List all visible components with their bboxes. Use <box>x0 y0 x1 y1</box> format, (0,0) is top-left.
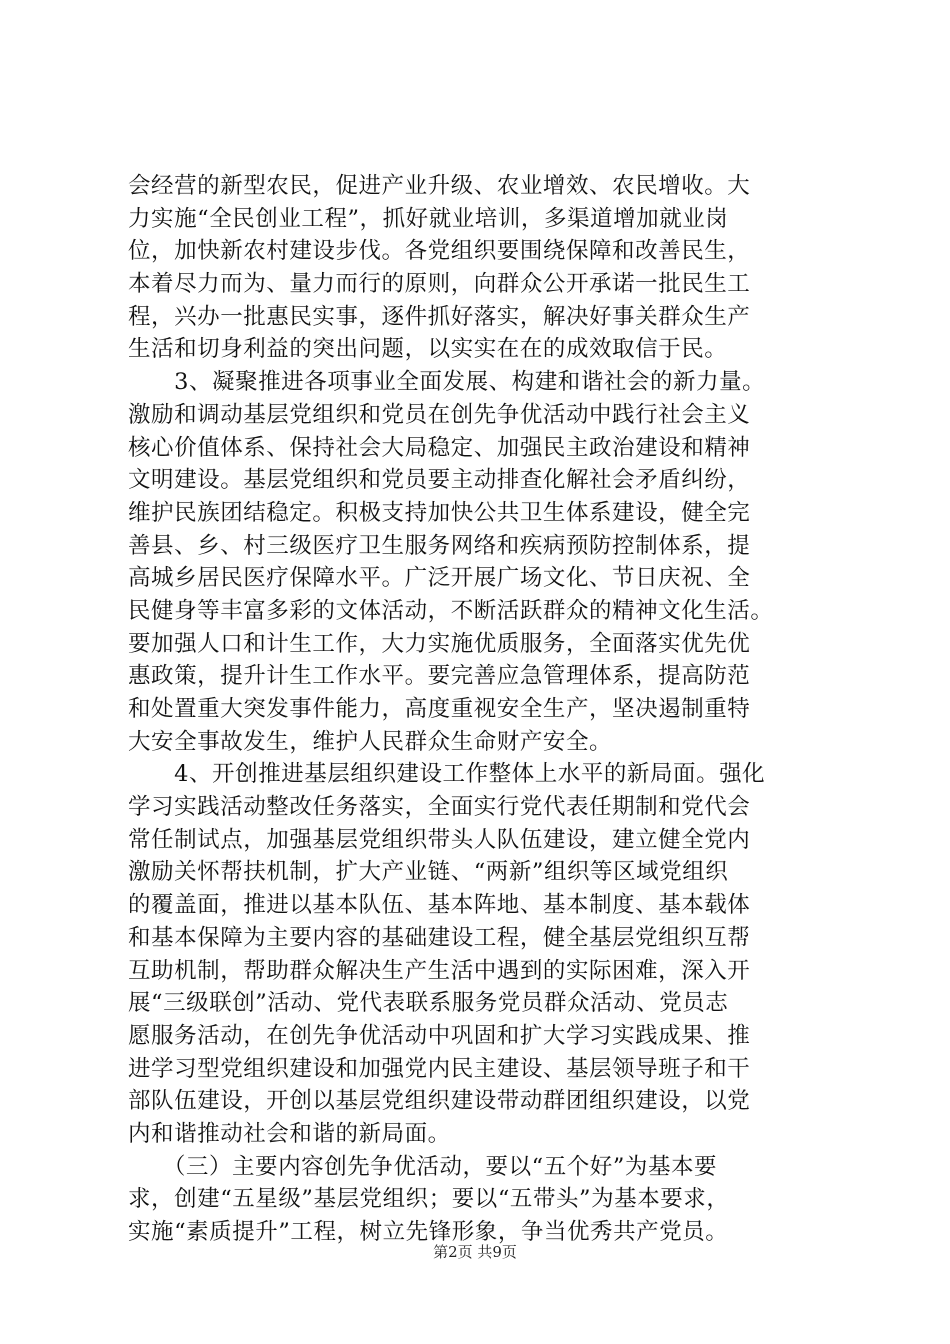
text-line: 惠政策，提升计生工作水平。要完善应急管理体系，提高防范 <box>128 663 751 690</box>
text-line: 常任制试点，加强基层党组织带头人队伍建设，建立健全党内 <box>128 826 751 853</box>
text-line: 力实施“全民创业工程”，抓好就业培训，多渠道增加就业岗 <box>128 205 729 232</box>
text-line: 维护民族团结稳定。积极支持加快公共卫生体系建设，健全完 <box>128 499 751 526</box>
text-line: 实施“素质提升”工程，树立先锋形象，争当优秀共产党员。 <box>128 1219 729 1245</box>
text-line: 善县、乡、村三级医疗卫生服务网络和疾病预防控制体系，提 <box>128 532 751 559</box>
text-line: 高城乡居民医疗保障水平。广泛开展广场文化、节日庆祝、全 <box>128 565 751 592</box>
text-line: 部队伍建设，开创以基层党组织建设带动群团组织建设，以党 <box>128 1088 751 1115</box>
text-line: 文明建设。基层党组织和党员要主动排查化解社会矛盾纠纷， <box>128 467 751 494</box>
text-line: 展“三级联创”活动、党代表联系服务党员群众活动、党员志 <box>128 990 729 1017</box>
page-footer: 第2页 共9页 <box>433 1243 517 1261</box>
text-line: （三）主要内容创先争优活动，要以“五个好”为基本要 <box>128 1153 718 1180</box>
text-line: 3、凝聚推进各项事业全面发展、构建和谐社会的新力量。 <box>128 369 766 396</box>
text-line: 核心价值体系、保持社会大局稳定、加强民主政治建设和精神 <box>128 434 751 461</box>
text-line: 激励关怀帮扶机制，扩大产业链、“两新”组织等区域党组织 <box>128 859 729 886</box>
document-body <box>128 170 838 1249</box>
text-line: 要加强人口和计生工作，大力实施优质服务，全面落实优先优 <box>128 630 751 657</box>
text-line: 进学习型党组织建设和加强党内民主建设、基层领导班子和干 <box>128 1055 751 1082</box>
text-line: 位，加快新农村建设步伐。各党组织要围绕保障和改善民生， <box>128 238 751 265</box>
text-line: 和基本保障为主要内容的基础建设工程，健全基层党组织互帮 <box>128 924 751 951</box>
text-line: 程，兴办一批惠民实事，逐件抓好落实，解决好事关群众生产 <box>128 303 751 330</box>
text-line: 的覆盖面，推进以基本队伍、基本阵地、基本制度、基本载体 <box>128 892 751 919</box>
text-line: 大安全事故发生，维护人民群众生命财产安全。 <box>128 728 613 755</box>
text-line: 学习实践活动整改任务落实，全面实行党代表任期制和党代会 <box>128 794 751 821</box>
text-line: 4、开创推进基层组织建设工作整体上水平的新局面。强化 <box>128 761 766 788</box>
text-line: 内和谐推动社会和谐的新局面。 <box>128 1120 451 1147</box>
text-line: 求，创建“五星级”基层党组织；要以“五带头”为基本要求， <box>128 1186 730 1213</box>
text-line: 和处置重大突发事件能力，高度重视安全生产，坚决遏制重特 <box>128 696 751 722</box>
text-line: 民健身等丰富多彩的文体活动，不断活跃群众的精神文化生活。 <box>128 597 774 624</box>
text-line: 会经营的新型农民，促进产业升级、农业增效、农民增收。大 <box>128 173 751 199</box>
text-line: 互助机制，帮助群众解决生产生活中遇到的实际困难，深入开 <box>128 957 751 984</box>
text-line: 激励和调动基层党组织和党员在创先争优活动中践行社会主义 <box>128 401 751 428</box>
text-line: 本着尽力而为、量力而行的原则，向群众公开承诺一批民生工 <box>128 271 751 298</box>
text-line: 生活和切身利益的突出问题，以实实在在的成效取信于民。 <box>128 336 728 363</box>
text-line: 愿服务活动，在创先争优活动中巩固和扩大学习实践成果、推 <box>128 1022 751 1049</box>
